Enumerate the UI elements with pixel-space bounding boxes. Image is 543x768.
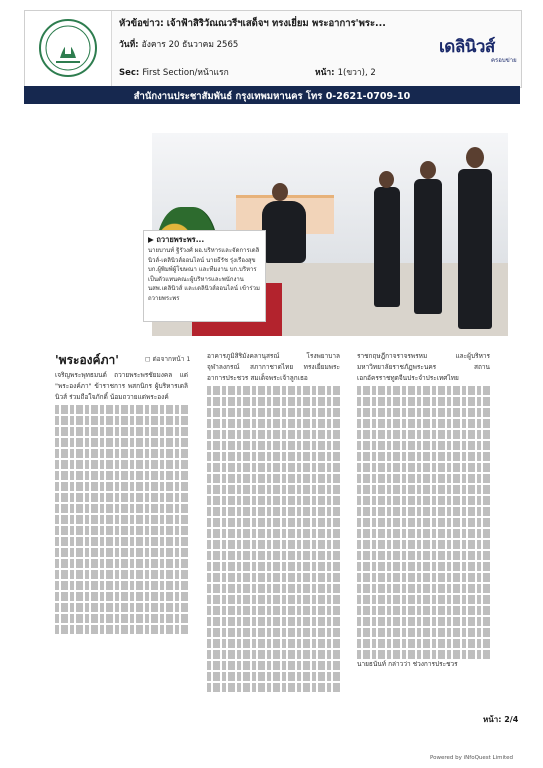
text-line xyxy=(357,617,490,627)
text-line xyxy=(55,493,188,503)
text-line xyxy=(207,419,340,429)
column-2-text: อาคารภูมิสิริมังคลานุสรณ์ โรงพยาบาลจุฬาลงกรณ์ สภากาชาดไทย ทรงเยี่ยมพระอาการประชวร สมเด็จพระเจ้าลูกเธอ xyxy=(207,352,340,382)
photo-standing-head-2 xyxy=(420,161,436,179)
dailynews-logo-sub: ครอบข่าย xyxy=(491,57,517,64)
text-line xyxy=(357,595,490,605)
article-title: 'พระองค์ภา' xyxy=(55,353,119,367)
column-3-last-line: นายธนันท์ กล่าวว่า ช่วงการประชวร xyxy=(357,660,458,668)
text-line xyxy=(55,625,188,635)
headline-value: เจ้าฟ้าสิริวัณณวรีฯเสด็จฯ ทรงเยี่ยม พระอาการ'พระ... xyxy=(166,18,386,29)
text-line xyxy=(55,537,188,547)
pr-banner-text: สำนักงานประชาสัมพันธ์ กรุงเทพมหานคร โทร 0-2621-0709-10 xyxy=(133,91,411,102)
text-line xyxy=(357,529,490,539)
text-line xyxy=(55,592,188,602)
text-line xyxy=(55,449,188,459)
text-line xyxy=(207,441,340,451)
text-line xyxy=(207,386,340,396)
text-line xyxy=(357,650,490,660)
text-line xyxy=(357,639,490,649)
text-line xyxy=(55,570,188,580)
text-line xyxy=(357,573,490,583)
article-column-3 xyxy=(357,351,490,670)
bma-logo-box xyxy=(25,11,112,87)
text-line xyxy=(55,526,188,536)
text-line xyxy=(55,416,188,426)
brand-box xyxy=(435,11,521,87)
text-line xyxy=(207,397,340,407)
text-line xyxy=(207,606,340,616)
text-line xyxy=(357,419,490,429)
text-line xyxy=(55,614,188,624)
text-line xyxy=(207,518,340,528)
text-line xyxy=(207,408,340,418)
text-line xyxy=(207,661,340,671)
photo-standing-man-2 xyxy=(414,179,442,314)
text-line xyxy=(207,683,340,693)
text-line xyxy=(55,504,188,514)
photo-standing-head-1 xyxy=(379,171,394,188)
article-continued: ◻ ต่อจากหน้า 1 xyxy=(145,355,191,363)
text-line xyxy=(357,463,490,473)
photo-standing-man-1 xyxy=(374,187,400,307)
text-line xyxy=(357,430,490,440)
text-line xyxy=(357,496,490,506)
text-line xyxy=(357,386,490,396)
text-line xyxy=(207,496,340,506)
section-row xyxy=(119,65,229,79)
column-1-text: เจริญพระพุทธมนต์ ถวายพระพรชัยมงคล แด่ "พระองค์ภา" ข้าราชการ พสกนิกร ผู้บริหารเดลินิวส์ ร่วมถือใจภักดิ์ น้อมถวายแด่พระองค์ xyxy=(55,371,188,401)
text-line xyxy=(55,515,188,525)
headline-label: หัวข้อข่าว: xyxy=(119,18,164,29)
text-line xyxy=(207,595,340,605)
powered-by: Powered by iNfoQuest Limited xyxy=(430,755,514,761)
text-line xyxy=(357,408,490,418)
text-line xyxy=(357,628,490,638)
text-line xyxy=(357,606,490,616)
text-line xyxy=(55,603,188,613)
page-number: หน้า: 2/4 xyxy=(483,715,519,724)
text-line xyxy=(207,639,340,649)
text-line xyxy=(207,452,340,462)
article-column-1 xyxy=(55,370,188,634)
text-line xyxy=(207,617,340,627)
text-line xyxy=(357,584,490,594)
text-line xyxy=(55,559,188,569)
clipping-metadata xyxy=(115,11,431,87)
pr-banner xyxy=(24,86,520,104)
text-line xyxy=(207,529,340,539)
text-line xyxy=(207,430,340,440)
photo-standing-head-3 xyxy=(466,147,484,168)
headline-row xyxy=(119,16,429,31)
page-label: หน้า: xyxy=(315,68,335,78)
clipping-header xyxy=(24,10,522,88)
text-line xyxy=(357,485,490,495)
text-line xyxy=(207,463,340,473)
text-line xyxy=(207,551,340,561)
caption-title: ▶ ถวายพระพร... xyxy=(148,235,205,244)
text-line xyxy=(207,474,340,484)
text-line xyxy=(55,482,188,492)
photo-caption xyxy=(143,230,266,322)
text-line xyxy=(357,474,490,484)
text-line xyxy=(55,548,188,558)
page-row xyxy=(315,65,376,79)
text-line xyxy=(55,438,188,448)
page-value: 1(ขวา), 2 xyxy=(337,68,376,78)
text-line xyxy=(357,551,490,561)
date-row xyxy=(119,37,238,51)
text-line xyxy=(207,672,340,682)
text-line xyxy=(357,441,490,451)
text-line xyxy=(207,485,340,495)
column-3-text: ราชกฤษฎีกาจราจรพรหม และผู้บริหารมหาวิทยาลัยราชภัฏพระนคร สถานเอกอัครราชทูตจีนประจำประเทศไทย xyxy=(357,352,490,382)
text-line xyxy=(55,460,188,470)
text-line xyxy=(55,471,188,481)
date-value: อังคาร 20 ธันวาคม 2565 xyxy=(141,40,239,50)
photo-kneeling-head xyxy=(272,183,288,201)
text-line xyxy=(207,650,340,660)
photo-kneeling-man xyxy=(262,201,306,263)
date-label: วันที่: xyxy=(119,40,139,50)
bma-seal-icon xyxy=(38,18,98,78)
text-line xyxy=(357,507,490,517)
text-line xyxy=(207,562,340,572)
text-line xyxy=(207,507,340,517)
caption-text: นายบานท์ ฐิรัวงศ์ ผอ.บริหารและจัดการเดลินิวส์-เดลินิวส์ออนไลน์ นายธีรัช รุ่งเรืองสุข บก.ผู้พิมพ์ผู้โฆษณา และทีมงาน บก.บริหาร เป็นตัวแทนคณะผู้บริหารและพนักงาน นสพ.เดลินิวส์ และเดลินิวส์ออนไลน์ เข้าร่วมถวายพระพร xyxy=(148,247,260,302)
text-line xyxy=(357,562,490,572)
article-column-2 xyxy=(207,351,340,692)
photo-standing-man-3 xyxy=(458,169,492,329)
text-line xyxy=(357,540,490,550)
text-line xyxy=(207,628,340,638)
text-line xyxy=(55,581,188,591)
text-line xyxy=(357,518,490,528)
text-line xyxy=(207,573,340,583)
section-value: First Section/หน้าแรก xyxy=(142,68,229,78)
text-line xyxy=(55,405,188,415)
text-line xyxy=(207,540,340,550)
dailynews-logo: เดลินิวส์ xyxy=(439,37,495,57)
text-line xyxy=(357,397,490,407)
section-label: Sec: xyxy=(119,68,140,78)
text-line xyxy=(207,584,340,594)
text-line xyxy=(55,427,188,437)
text-line xyxy=(357,452,490,462)
